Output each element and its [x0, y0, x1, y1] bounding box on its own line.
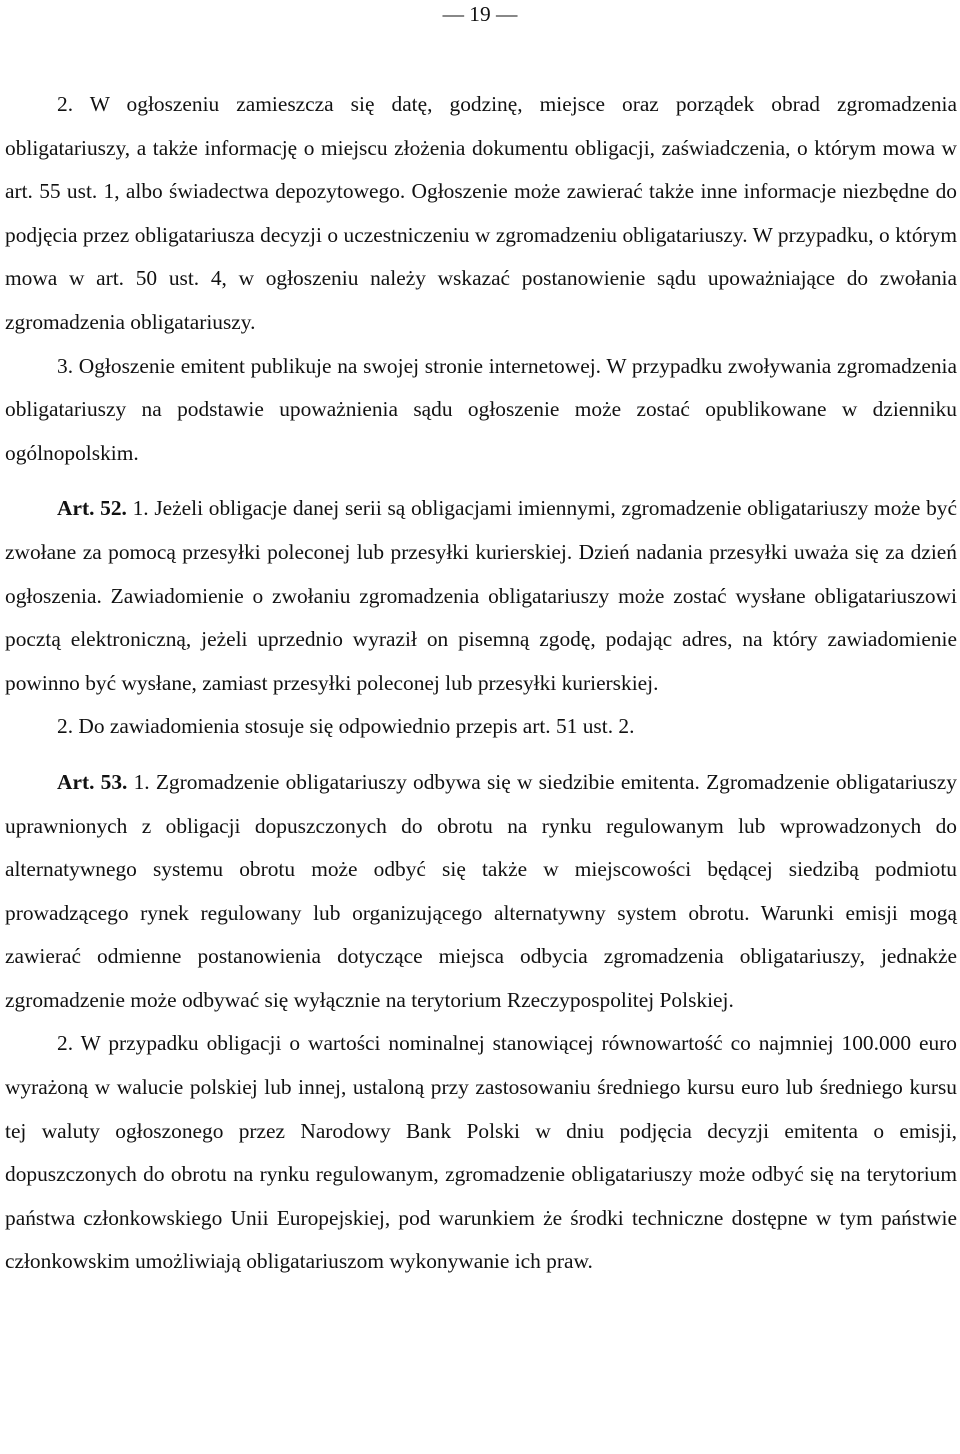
paragraph-art52-ust1 — [5, 487, 957, 705]
paragraph-art52-ust2 — [5, 705, 957, 749]
paragraph-text: 3. Ogłoszenie emitent publikuje na swojej stronie internetowej. W przypadku zwoływania zgromadzenia obligatariuszy na podstawie upoważnienia sądu ogłoszenie może zostać opublikowane w dzienniku ogólnopolskim. — [5, 353, 957, 465]
article-label: Art. 53. — [57, 769, 128, 794]
paragraph-art51-ust2 — [5, 83, 957, 345]
paragraph-text: 1. Zgromadzenie obligatariuszy odbywa się w siedzibie emitenta. Zgromadzenie obligatariuszy uprawnionych z obligacji dopuszczonych do obrotu na rynku regulowanym lub wprowadzonych do alternatywnego systemu obrotu może odbyć się także w miejscowości będącej siedzibą podmiotu prowadzącego rynek regulowany lub organizującego alternatywny system obrotu. Warunki emisji mogą zawierać odmienne postanowienia dotyczące miejsca odbycia zgromadzenia obligatariuszy, jednakże zgromadzenie może odbywać się wyłącznie na terytorium Rzeczypospolitej Polskiej. — [5, 769, 957, 1012]
paragraph-art53-ust1 — [5, 761, 957, 1023]
page-number: — 19 — — [442, 2, 518, 26]
paragraph-text: 2. Do zawiadomienia stosuje się odpowiednio przepis art. 51 ust. 2. — [57, 714, 635, 739]
document-body — [5, 83, 957, 1284]
paragraph-text: 1. Jeżeli obligacje danej serii są obligacjami imiennymi, zgromadzenie obligatariuszy może być zwołane za pomocą przesyłki poleconej lub przesyłki kurierskiej. Dzień nadania przesyłki uważa się za dzień ogłoszenia. Zawiadomienie o zwołaniu zgromadzenia obligatariuszy może zostać wysłane obligatariuszowi pocztą elektroniczną, jeżeli uprzednio wyraził on pisemną zgodę, podając adres, na który zawiadomienie powinno być wysłane, zamiast przesyłki poleconej lub przesyłki kurierskiej. — [5, 496, 957, 695]
paragraph-art53-ust2 — [5, 1022, 957, 1284]
paragraph-text: 2. W przypadku obligacji o wartości nominalnej stanowiącej równowartość co najmniej 100.000 euro wyrażoną w walucie polskiej lub innej, ustaloną przy zastosowaniu średniego kursu euro lub średniego kursu tej waluty ogłoszonego przez Narodowy Bank Polski w dniu podjęcia decyzji emitenta o emisji, dopuszczonych do obrotu na rynku regulowanym, zgromadzenie obligatariuszy może odbyć się na terytorium państwa członkowskiego Unii Europejskiej, pod warunkiem że środki techniczne dostępne w tym państwie członkowskim umożliwiają obligatariuszom wykonywanie ich praw. — [5, 1031, 957, 1274]
article-label: Art. 52. — [57, 496, 127, 521]
paragraph-art51-ust3 — [5, 345, 957, 476]
paragraph-text: 2. W ogłoszeniu zamieszcza się datę, godzinę, miejsce oraz porządek obrad zgromadzenia obligatariuszy, a także informację o miejscu złożenia dokumentu obligacji, zaświadczenia, o którym mowa w art. 55 ust. 1, albo świadectwa depozytowego. Ogłoszenie może zawierać także inne informacje niezbędne do podjęcia przez obligatariusza decyzji o uczestniczeniu w zgromadzeniu obligatariuszy. W przypadku, o którym mowa w art. 50 ust. 4, w ogłoszeniu należy wskazać postanowienie sądu upoważniające do zwołania zgromadzenia obligatariuszy. — [5, 92, 957, 334]
